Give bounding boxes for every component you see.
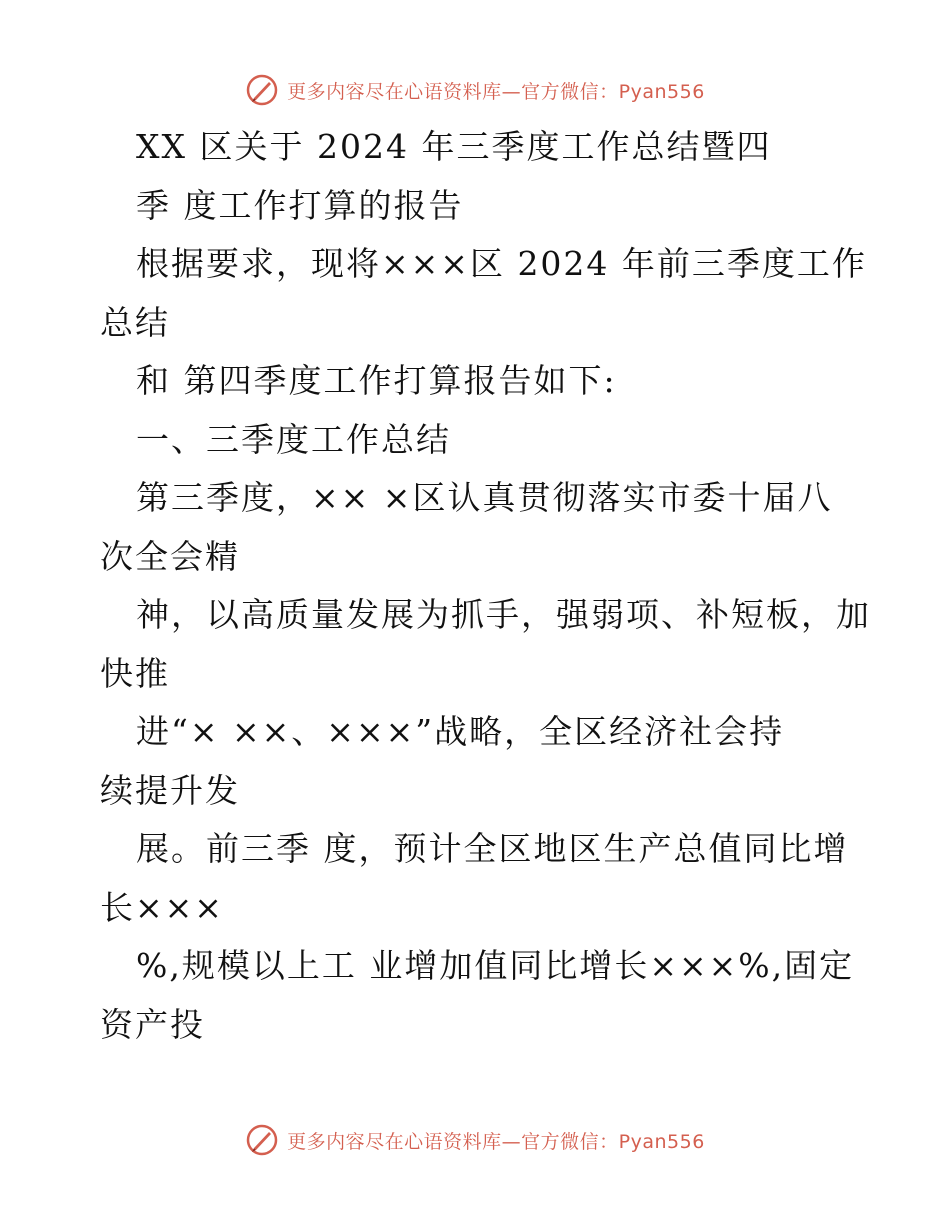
text-line: 快推 xyxy=(100,653,170,693)
text-line: 第三季度，×× ×区认真贯彻落实市委十届八 xyxy=(136,478,833,517)
text-line: 资产投 xyxy=(100,1004,205,1044)
text-line: 一、三季度工作总结 xyxy=(136,419,451,459)
watermark-text: 更多内容尽在心语资料库—官方微信：Pyan556 xyxy=(287,1130,705,1153)
document-body xyxy=(100,118,871,1054)
watermark-header xyxy=(0,70,950,110)
text-line: XX 区关于 2024 年三季度工作总结暨四 xyxy=(136,127,772,166)
text-line: 总结 xyxy=(100,302,170,342)
quill-logo-icon xyxy=(245,73,279,107)
text-line: 根据要求，现将×××区 2024 年前三季度工作 xyxy=(136,244,867,283)
watermark-text: 更多内容尽在心语资料库—官方微信：Pyan556 xyxy=(287,80,705,103)
text-line: 长××× xyxy=(100,887,224,927)
text-line: 季 度工作打算的报告 xyxy=(136,185,464,225)
text-line: 展。前三季 度，预计全区地区生产总值同比增 xyxy=(136,829,849,868)
text-line: 进“× ××、×××”战略，全区经济社会持 xyxy=(136,712,785,751)
text-line: 续提升发 xyxy=(100,770,240,810)
text-line: 和 第四季度工作打算报告如下: xyxy=(136,361,617,400)
text-line: 次全会精 xyxy=(100,536,240,576)
text-line: %,规模以上工 业增加值同比增长×××%,固定 xyxy=(136,946,855,985)
quill-logo-icon xyxy=(245,1123,279,1157)
watermark-footer xyxy=(0,1120,950,1160)
text-line: 神，以高质量发展为抓手，强弱项、补短板，加 xyxy=(136,595,871,634)
